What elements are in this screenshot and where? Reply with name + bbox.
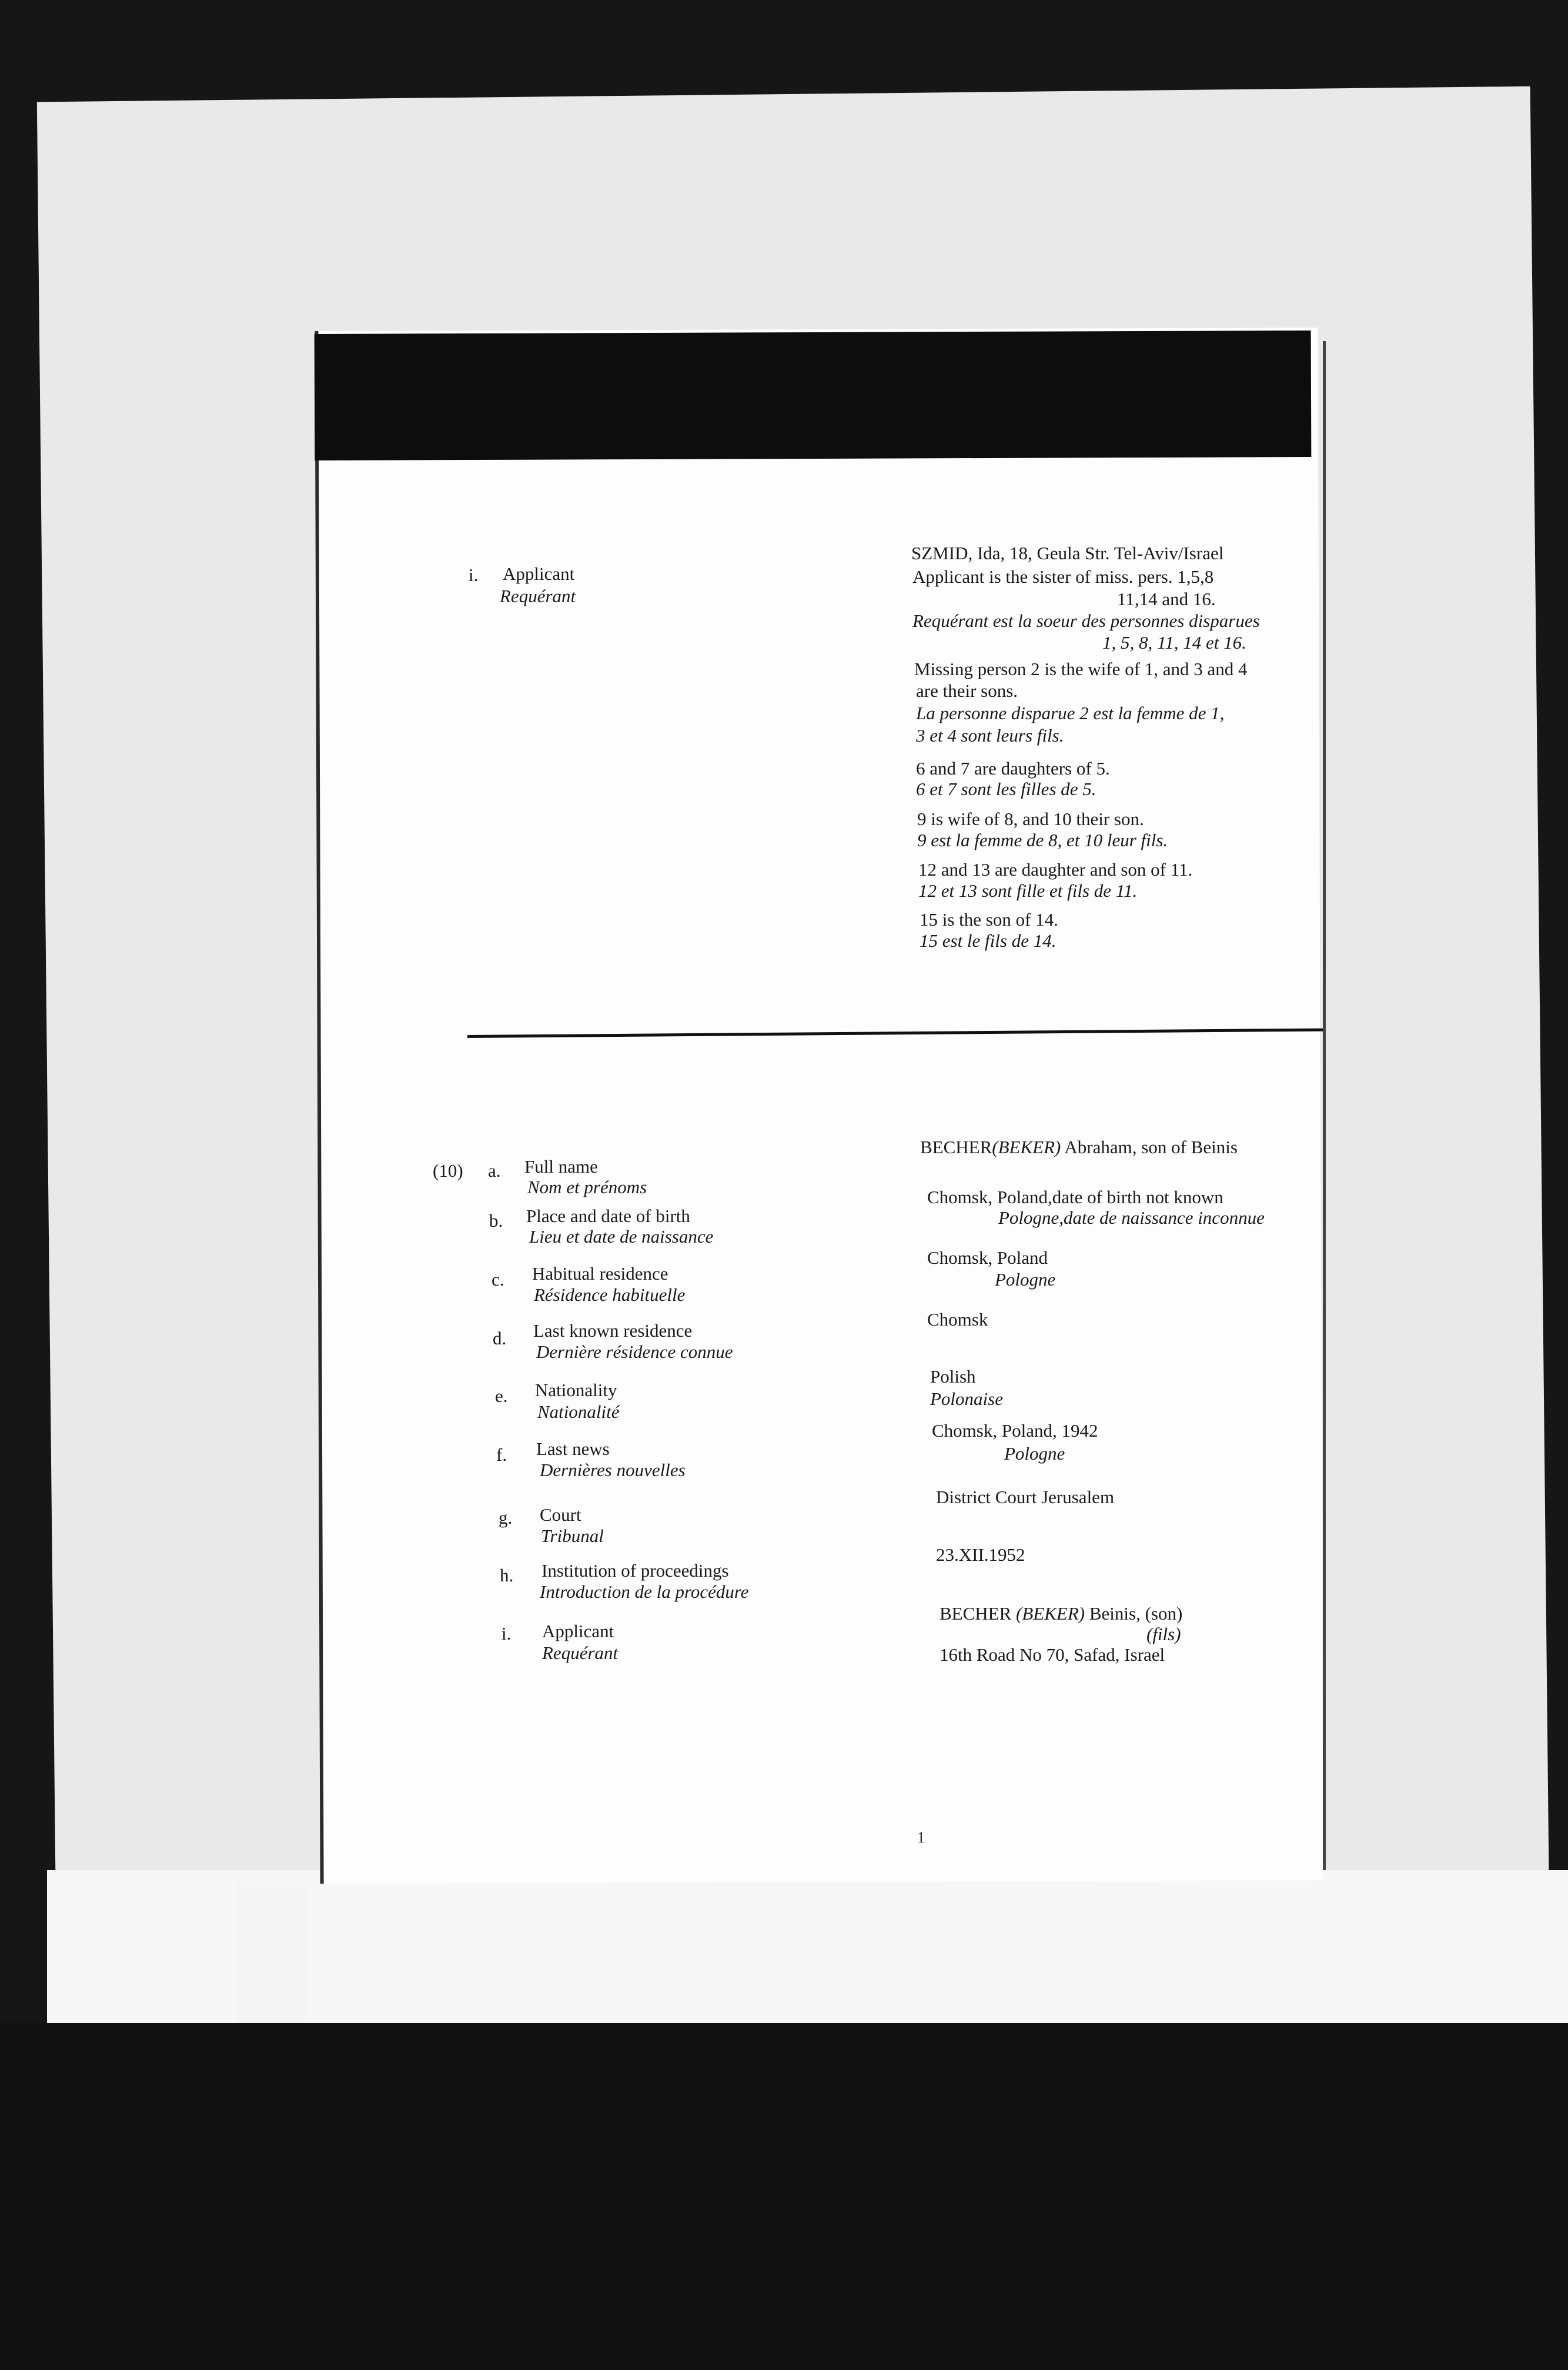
field-label: Last known residence <box>533 1320 693 1341</box>
scan-dark-band <box>0 2023 1568 2370</box>
note-line: La personne disparue 2 est la femme de 1, <box>916 703 1225 723</box>
field-letter: a. <box>488 1160 501 1181</box>
field-marker: i. <box>469 565 479 585</box>
field-letter: i. <box>502 1623 511 1644</box>
applicant-value: SZMID, Ida, 18, Geula Str. Tel-Aviv/Israel <box>911 543 1224 563</box>
applicant-surname-variant: (BEKER) <box>1016 1603 1085 1624</box>
relation-fr-2: 1, 5, 8, 11, 14 et 16. <box>1102 632 1246 653</box>
applicant-given-names: Beinis, (son) <box>1089 1603 1183 1624</box>
note-line: 15 est le fils de 14. <box>920 930 1057 951</box>
field-label-fr: Résidence habituelle <box>534 1284 686 1305</box>
note-line: Missing person 2 is the wife of 1, and 3 and 4 <box>914 659 1248 679</box>
court-value: District Court Jerusalem <box>936 1487 1115 1507</box>
note-line: 15 is the son of 14. <box>920 909 1058 930</box>
field-letter: h. <box>500 1565 514 1585</box>
note-line: 9 is wife of 8, and 10 their son. <box>917 809 1144 829</box>
habitual-residence-value-fr: Pologne <box>995 1269 1056 1290</box>
surname-variant: (BEKER) <box>992 1137 1061 1157</box>
last-news-value-fr: Pologne <box>1004 1443 1065 1464</box>
applicant-relation-fr: (fils) <box>1146 1624 1181 1644</box>
note-line: 6 and 7 are daughters of 5. <box>916 758 1110 779</box>
last-residence-value: Chomsk <box>927 1309 988 1330</box>
nationality-value-fr: Polonaise <box>930 1388 1003 1409</box>
field-letter: c. <box>492 1269 504 1290</box>
field-label-fr: Tribunal <box>541 1526 604 1546</box>
field-label: Applicant <box>542 1621 614 1641</box>
field-label-fr: Nationalité <box>537 1401 620 1422</box>
full-name-value <box>920 1138 1238 1156</box>
entry-number: (10) <box>433 1160 463 1181</box>
field-letter: b. <box>489 1210 503 1231</box>
field-label: Place and date of birth <box>526 1206 690 1226</box>
applicant-label-fr: Requérant <box>500 586 576 606</box>
field-label-fr: Requérant <box>542 1643 618 1663</box>
field-label-fr: Dernière résidence connue <box>536 1341 733 1362</box>
relation-en-2: 11,14 and 16. <box>1117 589 1216 609</box>
field-label-fr: Nom et prénoms <box>527 1177 647 1197</box>
page-number: 1 <box>917 1829 925 1846</box>
relation-fr-1: Requérant est la soeur des personnes disparues <box>912 610 1260 631</box>
birth-value-fr: Pologne,date de naissance inconnue <box>998 1207 1265 1228</box>
applicant-surname: BECHER <box>940 1603 1012 1624</box>
field-label: Full name <box>524 1156 598 1177</box>
note-line: 12 and 13 are daughter and son of 11. <box>918 859 1193 880</box>
field-label: Nationality <box>535 1380 617 1400</box>
field-label-fr: Introduction de la procédure <box>540 1581 749 1602</box>
form-header-bar <box>315 331 1312 460</box>
relation-en-1: Applicant is the sister of miss. pers. 1,5,8 <box>912 566 1214 587</box>
nationality-value: Polish <box>930 1366 976 1387</box>
note-line: are their sons. <box>916 680 1018 701</box>
given-names: Abraham, son of Beinis <box>1064 1137 1238 1157</box>
applicant-name-value <box>940 1604 1182 1623</box>
note-line: 6 et 7 sont les filles de 5. <box>916 779 1096 799</box>
field-label-fr: Lieu et date de naissance <box>529 1226 714 1247</box>
habitual-residence-value: Chomsk, Poland <box>927 1247 1048 1268</box>
field-label: Last news <box>536 1438 610 1459</box>
note-line: 12 et 13 sont fille et fils de 11. <box>918 880 1138 901</box>
field-letter: f. <box>496 1444 507 1465</box>
field-letter: d. <box>493 1328 507 1348</box>
page-edge-rule <box>1323 341 1326 1870</box>
applicant-address-value: 16th Road No 70, Safad, Israel <box>940 1644 1165 1665</box>
proceedings-date-value: 23.XII.1952 <box>936 1544 1025 1565</box>
last-news-value: Chomsk, Poland, 1942 <box>932 1420 1098 1441</box>
surname: BECHER <box>920 1137 992 1157</box>
field-label-fr: Dernières nouvelles <box>540 1460 686 1480</box>
birth-value: Chomsk, Poland,date of birth not known <box>927 1187 1223 1207</box>
note-line: 3 et 4 sont leurs fils. <box>916 725 1064 746</box>
field-letter: g. <box>499 1507 513 1528</box>
note-line: 9 est la femme de 8, et 10 leur fils. <box>917 830 1168 850</box>
field-label: Habitual residence <box>532 1263 668 1284</box>
applicant-label: Applicant <box>503 563 575 584</box>
field-label: Court <box>540 1504 581 1525</box>
field-label: Institution of proceedings <box>541 1560 729 1581</box>
field-letter: e. <box>495 1386 508 1406</box>
